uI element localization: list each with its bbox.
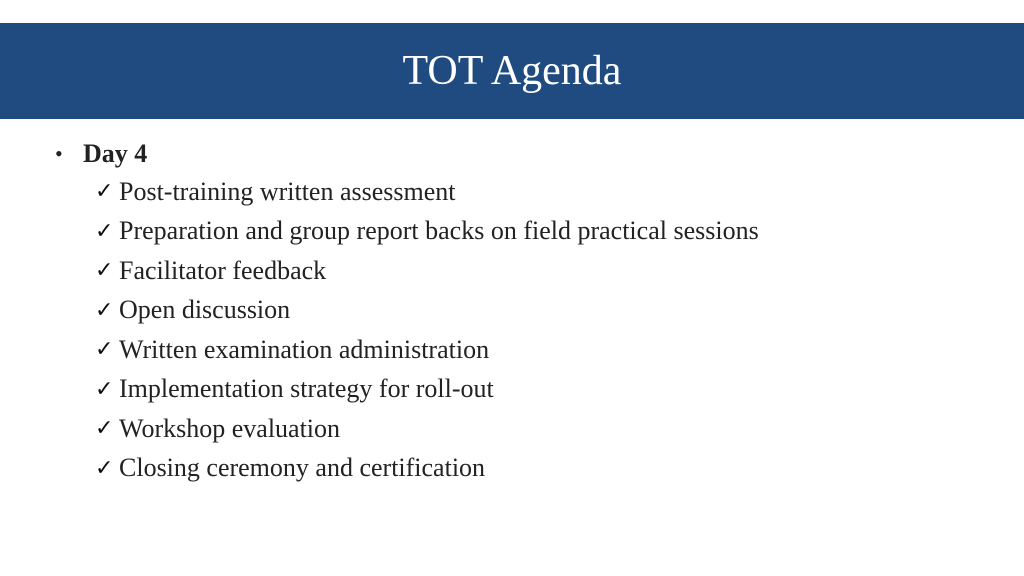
title-bar <box>0 23 1024 119</box>
agenda-item <box>95 449 985 489</box>
agenda-item <box>95 251 985 291</box>
agenda-item-text: Implementation strategy for roll-out <box>119 374 494 404</box>
checkmark-icon: ✓ <box>95 337 114 363</box>
slide-title: TOT Agenda <box>402 48 622 94</box>
checkmark-icon: ✓ <box>95 376 114 402</box>
agenda-item <box>95 409 985 449</box>
agenda-item <box>95 330 985 370</box>
day-label: Day 4 <box>83 139 148 168</box>
day-heading <box>55 136 985 172</box>
bullet-icon: • <box>55 141 63 166</box>
agenda-list <box>95 172 985 488</box>
agenda-item-text: Preparation and group report backs on field practical sessions <box>119 216 759 246</box>
checkmark-icon: ✓ <box>95 297 114 323</box>
agenda-item <box>95 370 985 410</box>
agenda-item-text: Open discussion <box>119 295 291 325</box>
agenda-item-text: Workshop evaluation <box>119 413 341 443</box>
checkmark-icon: ✓ <box>95 258 114 284</box>
checkmark-icon: ✓ <box>95 455 114 481</box>
agenda-item-text: Post-training written assessment <box>119 176 456 206</box>
agenda-item-text: Facilitator feedback <box>119 255 327 285</box>
agenda-item <box>95 291 985 331</box>
agenda-item <box>95 212 985 252</box>
slide-content <box>55 136 985 488</box>
agenda-item-text: Closing ceremony and certification <box>119 453 486 483</box>
agenda-item-text: Written examination administration <box>119 334 490 364</box>
checkmark-icon: ✓ <box>95 416 114 442</box>
agenda-item <box>95 172 985 212</box>
checkmark-icon: ✓ <box>95 179 114 205</box>
checkmark-icon: ✓ <box>95 218 114 244</box>
